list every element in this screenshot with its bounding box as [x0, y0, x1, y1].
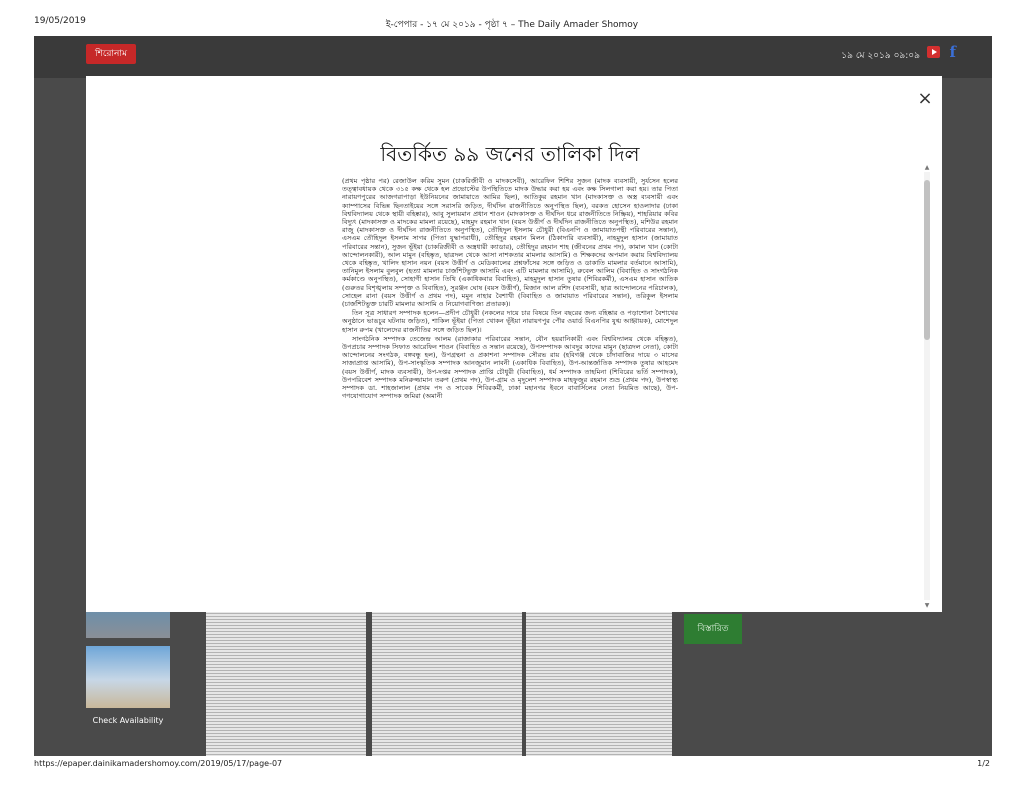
print-date: 19/05/2019: [34, 16, 86, 26]
newspaper-column: [206, 608, 366, 756]
modal-scrollbar[interactable]: [924, 172, 930, 600]
newspaper-column: [526, 608, 672, 756]
youtube-icon[interactable]: [927, 46, 940, 58]
hotel-thumbnail-2[interactable]: [86, 646, 170, 708]
green-button[interactable]: বিস্তারিত: [684, 614, 742, 644]
article-title: বিতর্কিত ৯৯ জনের তালিকা দিল: [380, 142, 640, 166]
newspaper-column: [372, 608, 522, 756]
facebook-icon[interactable]: f: [949, 43, 956, 61]
print-footer-url: https://epaper.dainikamadershomoy.com/2019/05/17/page-07: [34, 759, 283, 768]
article-clipping: [342, 138, 678, 608]
topbar: [34, 36, 992, 78]
epaper-viewport: [34, 36, 992, 756]
scroll-down-arrow-icon[interactable]: ▼: [924, 602, 930, 609]
print-title: ই-পেপার - ১৭ মে ২০১৯ - পৃষ্ঠা ৭ – The Daily Amader Shomoy: [385, 20, 639, 30]
print-header: [0, 0, 1024, 36]
article-paragraph: তিন সূত্র সাধারণ সম্পাদক হলেন—প্রদীপ চৌধুরী (নকলের দায়ে চার বিষয়ে তিন বছরের জন্য বহিষ্কার ও পড়াশোনা বৈশাখের অনুষ্ঠানে ভাঙচুর ঘটনায় জড়িত), শাকিল ভূঁইয়া (পিতা খোকন ভূঁইয়া নারায়ণপুর পৌর ওয়ার্ড বিএনপির যুগ্ম আহ্বায়ক), মোশেদুল হাসান রুপম (খালেদের রাজনীতির সঙ্গে জড়িত ছিল)।: [342, 309, 678, 334]
print-page-number: 1/2: [977, 759, 990, 768]
close-icon[interactable]: ×: [917, 88, 933, 109]
check-availability-label[interactable]: Check Availability: [92, 716, 164, 725]
article-body: [342, 177, 678, 400]
scroll-up-arrow-icon[interactable]: ▲: [924, 164, 930, 171]
article-paragraph: (প্রথম পৃষ্ঠার পর) রেজাউল করিম সুমন (চাকরিজীবী ও মাদকসেবী), আরেফিন শিশির সুজন (মাদক ব্যবসায়ী, সুর্যসেন হলের তত্ত্বাবধায়ক থেকে ৩১৫ কক্ষ থেকে হল প্রভোস্টের উপস্থিতিতে মাদক উদ্ধার করা হয় এবং কক্ষ সিলগালা করা হয়। তার পিতা নারায়ণপুরের আজগরাপাড়া ইউনিয়নের জামায়াতে আমির ছিল), আতিকুর রহমান খান (মাদকাসক্ত ও অস্ত্র ব্যবসায়ী এবং ক্যাম্পাসের বিভিন্ন ছিনতাইয়ের সঙ্গে সরাসরি জড়িত, দীর্ঘদিন রাজনীতিতে অনুপস্থিত ছিল), বরকত হোসেন হাওলাদার (ঢাকা বিশ্ববিদ্যালয় থেকে স্থায়ী বহিষ্কার), আবু সুলায়মান প্রধান শাওন (মাদকাসক্ত ও দীর্ঘদিন ধরে রাজনীতিতে নিষ্ক্রিয়), শাহরিয়ার কবির বিদ্যুৎ (মাদকাসক্ত ও মাদকের মামলা রয়েছে), মাহমুদ রহমান খান (বয়স উত্তীর্ণ ও দীর্ঘদিন রাজনীতিতে অনুপস্থিত), মশিউর রহমান রাজু (মাদকাসক্ত ও দীর্ঘদিন রাজনীতিতে অনুপস্থিত), তৌহিদুল ইসলাম চৌধুরী (বিএনপি ও জামায়াতপন্থী পরিবারের সন্তান), এসএম তৌহিদুল ইসলাম সাগর (পিতা যুদ্ধাপরাধী), তৌহিদুর রহমান মিলন (ঠিকাদারি ব্যবসায়ী), নাহমুদুল হাসান (জামায়াত পরিবারের সন্তান), সুজন ভূঁইয়া (চাকরিজীবী ও অস্ত্রধারী ক্যাডার), তৌহিদুর রহমান শাহ (জীবনের প্রথম পদ), কামাল খান (কোটা আন্দোলনকারী), আল মামুন (বহিষ্কৃত, ছাত্রদল থেকে আসা নাশকতার মামলার আসামি) ও শিক্ষকদের অপমান করায় বিশ্ববিদ্যালয় থেকে বহিষ্কৃত, খালিদ হাসান নয়ন (বয়স উত্তীর্ণ ও মেডিক্যালের প্রশ্নফাঁসের সঙ্গে জড়িত ও ডাকাতি মামলার বর্তমানে আসামি), তানিমুল ইসলাম বুলবুল (হত্যা মামলার চার্জশিটভুক্ত আসামি এবং এটি মামলার আসামি), রুবেল আলিম (বিবাহিত ও সাংগঠনিক কর্মকাণ্ডে অনুপস্থিত), সোহাগী হাসান তিথি (একাধিকবার বিবাহিত), মাহমুদুল হাসান তুষার (শিবিরকর্মী), এসএম হাসান আতিক (গুরুতর বিশৃঙ্খলায় সম্পৃক্ত ও বিবাহিত), সুরঞ্জন ঘোষ (বয়স উত্তীর্ণ), মিজান আল রশিদ (ব্যবসায়ী, ছাত্র আন্দোলনের পরিচালক), সোহেল রানা (বয়স উত্তীর্ণ ও প্রথম পদ), মমুন নাহার বৈশাখী (বিবাহিত ও জামায়াত পরিবারের সন্তান), তরিকুল ইসলাম (চার্জশিটভুক্ত চারটি মামলার আসামি ও নিয়োগবাণিজ্য প্রতারক)।: [342, 177, 678, 309]
article-paragraph: সাংগঠনিক সম্পাদক তেজেন্দ্র আলম (রাজাকার পরিবারের সন্তান, যৌন হয়রানিকারী এবং বিশ্ববিদ্যালয় থেকে বহিষ্কৃত), উপপ্রচার সম্পাদক সিফাত আরেফিন শাওন (বিবাহিত ও সন্তান রয়েছে), উপসম্পাদক আবদুর কাদের মামুন (ছাত্রদল নেতা), কোটা আন্দোলনের সংগঠক, বঙ্গবন্ধু হল), উপগ্রন্থনা ও প্রকাশনা সম্পাদক সৌরভ রায় (হবিগঞ্জ থেকে চাঁদাবাজির দায়ে ৩ মাসের সাজাপ্রাপ্ত আসামি), উপ-সাংস্কৃতিক সম্পাদক আনজুমান লাবনী (একাধিক বিবাহিত), উপ-আন্তর্জাতিক সম্পাদক তুষার আহমেদ (বয়স উত্তীর্ণ, মাদক ব্যবসায়ী), উপ-দপ্তর সম্পাদক প্রাপ্তি চৌধুরী (বিবাহিত), ধর্ম সম্পাদক তাহমিনা (শিবিরের ভর্তি সম্পাদক), উপপরিবেশ সম্পাদক মনিরুজ্জামান তরুণ (প্রথম পদ), উপ-গ্রাম ও মৃদুলেশ সম্পাদক মাহফুজুর রহমান শুভ্র (প্রথম পদ), উপস্বাস্থ্য সম্পাদক ডা. শাহজালাল (প্রথম পদ ও সাবেক শিবিরকর্মী, ঢাকা মহানগর ইবনে বাবার্সিলের নেতা নিয়মিত আছে), উপ-গণযোগাযোগ সম্পাদক জমিরা (অমানী: [342, 334, 678, 401]
article-modal: [86, 76, 942, 612]
current-datetime: ১৯ মে ২০১৯ ০৯:০৯: [841, 51, 920, 61]
headline-button[interactable]: শিরোনাম: [86, 44, 136, 64]
scrollbar-thumb[interactable]: [924, 180, 930, 340]
